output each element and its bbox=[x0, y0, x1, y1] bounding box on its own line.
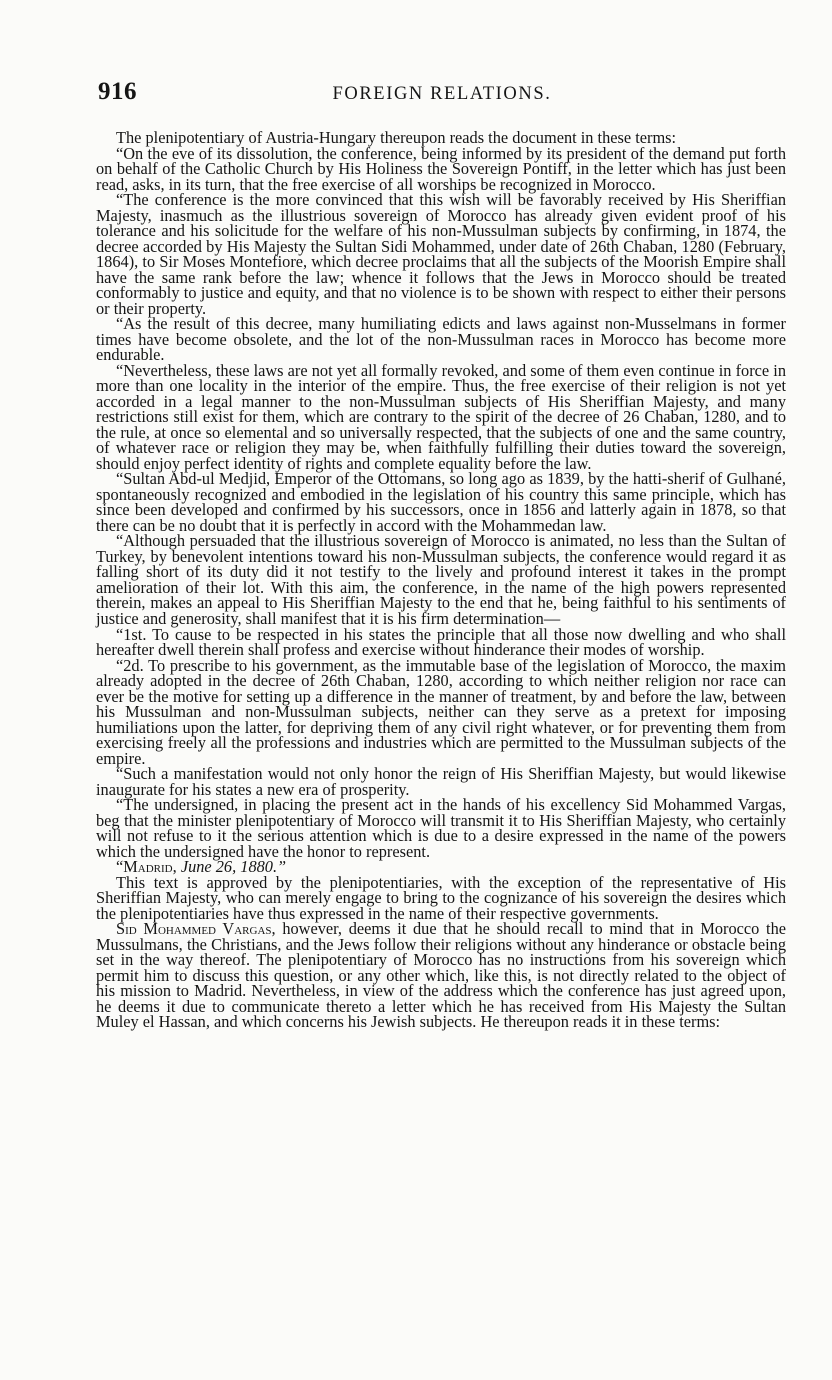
page-number: 916 bbox=[98, 78, 137, 105]
dateline-place: “Madrid, bbox=[116, 857, 177, 877]
paragraph: “Such a manifestation would not only honor the reign of His Sheriffian Majesty, but would likewise inaugurate for his states a new era of prosperity. bbox=[96, 764, 786, 799]
paragraph: “Sultan Abd-ul Medjid, Emperor of the Ottomans, so long ago as 1839, by the hatti-sherif of Gulhané, spontaneously recognized and embodied in the legislation of his country this same principle, which has since been developed and confirmed by his successors, once in 1856 and latterly again in 1878, so that there can be no doubt that it is perfectly in accord with the Mohammedan law. bbox=[96, 469, 786, 535]
paragraph-text: however, deems it due that he should recall to mind that in Morocco the Mussulmans, the Christians, and the Jews follow their religions without any hinderance or obstacle being set in the way thereof. The plenipotentiary of Morocco has no instructions from his sovereign which permit him to discuss this question, or any other which, like this, is not directly related to the object of his mission to Madrid. Nevertheless, in view of the address which the conference has just agreed upon, he deems it due to communicate thereto a letter which he has received from His Majesty the Sultan Muley el Hassan, and which concerns his Jewish subjects. He thereupon reads it in these terms: bbox=[96, 919, 786, 1032]
speaker-name: Sid Mohammed Vargas, bbox=[116, 919, 276, 939]
paragraph: This text is approved by the plenipotentiaries, with the exception of the representative of His Sheriffian Majesty, who can merely engage to bring to the cognizance of his sovereign the desires which the plenipotentiaries have thus expressed in the name of their respective governments. bbox=[96, 872, 786, 923]
paragraph: “Nevertheless, these laws are not yet all formally revoked, and some of them even continue in force in more than one locality in the interior of the empire. Thus, the free exercise of their religion is not yet accorded in a legal manner to the non-Mussulman subjects of His Sheriffian Majesty, and many restrictions still exist for them, which are contrary to the spirit of the decree of 26 Chaban, 1280, and to the rule, at once so elemental and so universally respected, that the subjects of one and the same country, of whatever race or religion they may be, when faithfully fulfilling their duties toward the sovereign, should enjoy perfect identity of rights and complete equality before the law. bbox=[96, 360, 786, 473]
paragraph bbox=[96, 921, 786, 1030]
paragraph: “2d. To prescribe to his government, as the immutable base of the legislation of Morocco, the maxim already adopted in the decree of 26th Chaban, 1280, according to which neither religion nor race can ever be the motive for setting up a difference in the manner of treatment, by and before the law, between his Mussulman and non-Mussulman subjects, neither can they serve as a pretext for imposing humiliations upon the latter, for depriving them of any civil right whatever, or for preventing them from exercising freely all the professions and industries which are permitted to the Mussulman subjects of the empire. bbox=[96, 655, 786, 768]
paragraph: The plenipotentiary of Austria-Hungary thereupon reads the document in these terms: bbox=[116, 128, 677, 147]
paragraph: “Although persuaded that the illustrious sovereign of Morocco is animated, no less than the Sultan of Turkey, by benevolent intentions toward his non-Mussulman subjects, the conference would regard it as falling short of its duty did it not testify to the lively and profound interest it takes in the prompt amelioration of their lot. With this aim, the conference, in the name of the high powers represented therein, makes an appeal to His Sheriffian Majesty to the end that he, being faithful to his sentiments of justice and generosity, shall manifest that it is his firm determination— bbox=[96, 531, 786, 628]
paragraph: “On the eve of its dissolution, the conference, being informed by its president of the demand put forth on behalf of the Catholic Church by His Holiness the Sovereign Pontiff, in the letter which has just been read, asks, in its turn, that the free exercise of all worships be recognized in Morocco. bbox=[96, 143, 786, 194]
running-title: FOREIGN RELATIONS. bbox=[332, 84, 552, 104]
paragraph: “As the result of this decree, many humiliating edicts and laws against non-Musselmans in former times have become obsolete, and the lot of the non-Mussulman races in Morocco has become more endurable. bbox=[96, 314, 786, 365]
dateline-date: June 26, 1880.” bbox=[180, 857, 287, 877]
body-text bbox=[96, 130, 786, 1030]
paragraph: “The undersigned, in placing the present act in the hands of his excellency Sid Mohammed Vargas, beg that the minister plenipotentiary of Morocco will transmit it to His Sheriffian Majesty, who certainly will not refuse to it the serious attention which is due to a desire expressed in the name of the powers which the undersigned have the honor to represent. bbox=[96, 795, 786, 861]
paragraph: “The conference is the more convinced that this wish will be favorably received by His Sheriffian Majesty, inasmuch as the illustrious sovereign of Morocco has already given evident proof of his tolerance and his solicitude for the welfare of his non-Mussulman subjects by confirming, in 1874, the decree accorded by His Majesty the Sultan Sidi Mohammed, under date of 26th Chaban, 1280 (February, 1864), to Sir Moses Montefiore, which decree proclaims that all the subjects of the Moorish Empire shall have the same rank before the law; whence it follows that the Jews in Morocco should be treated conformably to justice and equity, and that no violence is to be shown with respect to either their persons or their property. bbox=[96, 190, 786, 318]
paragraph: “1st. To cause to be respected in his states the principle that all those now dwelling and who shall hereafter dwell therein shall profess and exercise without hinderance their modes of worship. bbox=[96, 624, 786, 660]
page-header bbox=[98, 78, 786, 112]
